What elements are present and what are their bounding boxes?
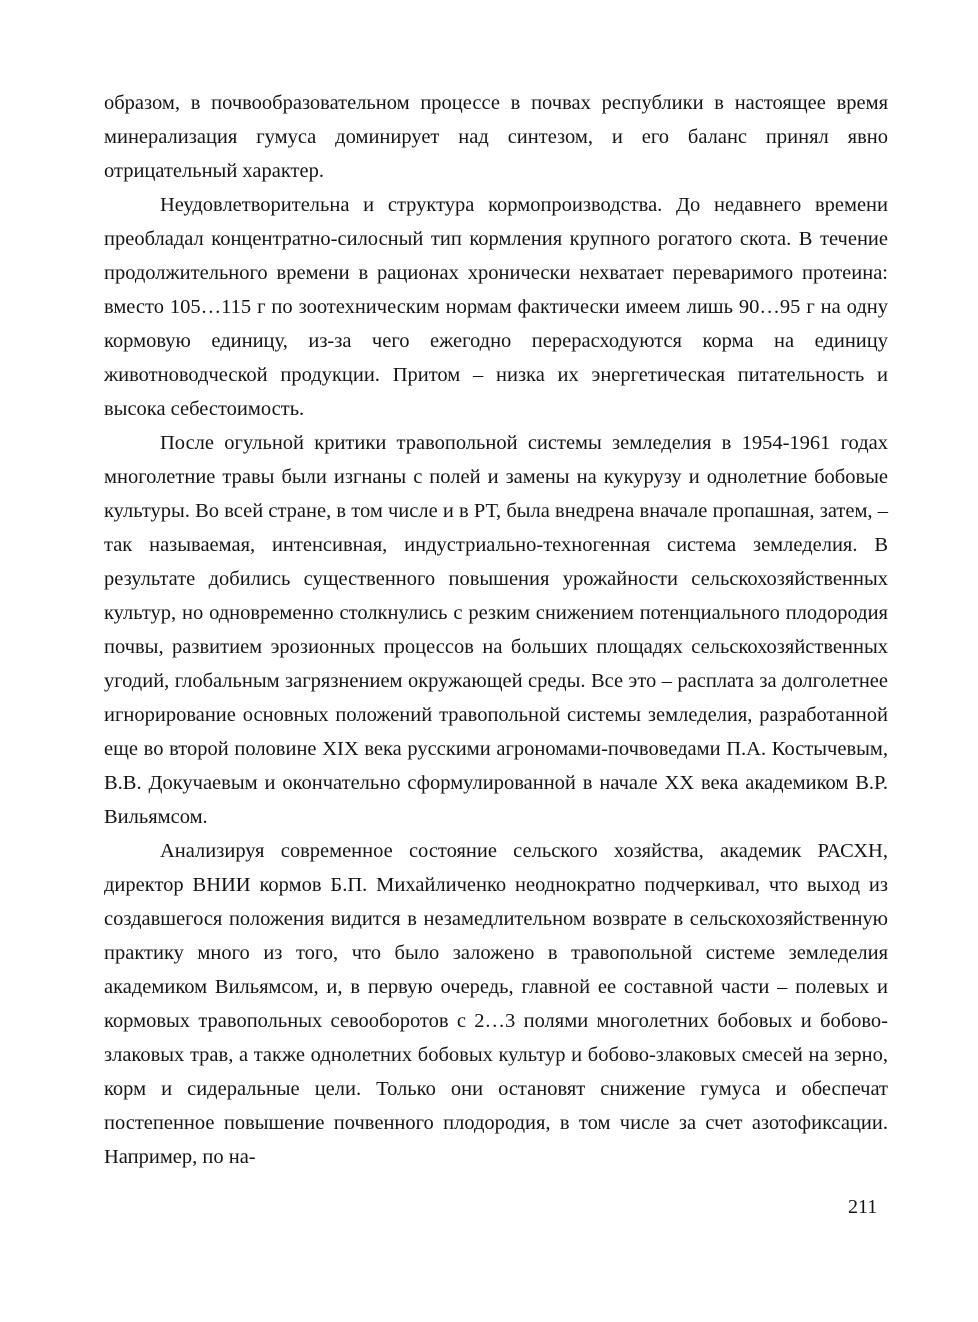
page-number: 211 (848, 1196, 878, 1218)
paragraph-continuation: образом, в почвообразовательном процессе в почвах республики в настоящее время минерализация гумуса доминирует над синтезом, и его баланс принял явно отрицательный характер. (104, 92, 888, 182)
paragraph-criticism-history: После огульной критики травопольной системы земледелия в 1954-1961 годах многолетние травы были изгнаны с полей и замены на кукурузу и однолетние бобовые культуры. Во всей стране, в том числе и в РТ, была внедрена вначале пропашная, затем, – так называемая, интенсивная, индустриально-техногенная система земледелия. В результате добились существенного повышения урожайности сельскохозяйственных культур, но одновременно столкнулись с резким снижением потенциального плодородия почвы, развитием эрозионных процессов на больших площадях сельскохозяйственных угодий, глобальным загрязнением окружающей среды. Все это – расплата за долголетнее игнорирование основных положений травопольной системы земледелия, разработанной еще во второй половине XIX века русскими агрономами-почвоведами П.А. Костычевым, В.В. Докучаевым и окончательно сформулированной в начале XX века академиком В.Р. Вильямсом. (104, 432, 888, 828)
body-text (104, 86, 888, 1174)
paragraph-feed-production: Неудовлетворительна и структура кормопроизводства. До недавнего времени преобладал концентратно-силосный тип кормления крупного рогатого скота. В течение продолжительного времени в рационах хронически нехватает переваримого протеина: вместо 105…115 г по зоотехническим нормам фактически имеем лишь 90…95 г на одну кормовую единицу, из-за чего ежегодно перерасходуются корма на единицу животноводческой продукции. Притом – низка их энергетическая питательность и высока себестоимость. (104, 194, 888, 420)
paragraph-analysis: Анализируя современное состояние сельского хозяйства, академик РАСХН, директор ВНИИ кормов Б.П. Михайличенко неоднократно подчеркивал, что выход из создавшегося положения видится в незамедлительном возврате в сельскохозяйственную практику много из того, что было заложено в травопольной системе земледелия академиком Вильямсом, и, в первую очередь, главной ее составной части – полевых и кормовых травопольных севооборотов с 2…3 полями многолетних бобовых и бобово-злаковых трав, а также однолетних бобовых культур и бобово-злаковых смесей на зерно, корм и сидеральные цели. Только они остановят снижение гумуса и обеспечат постепенное повышение почвенного плодородия, в том числе за счет азотофиксации. Например, по на- (104, 840, 888, 1168)
